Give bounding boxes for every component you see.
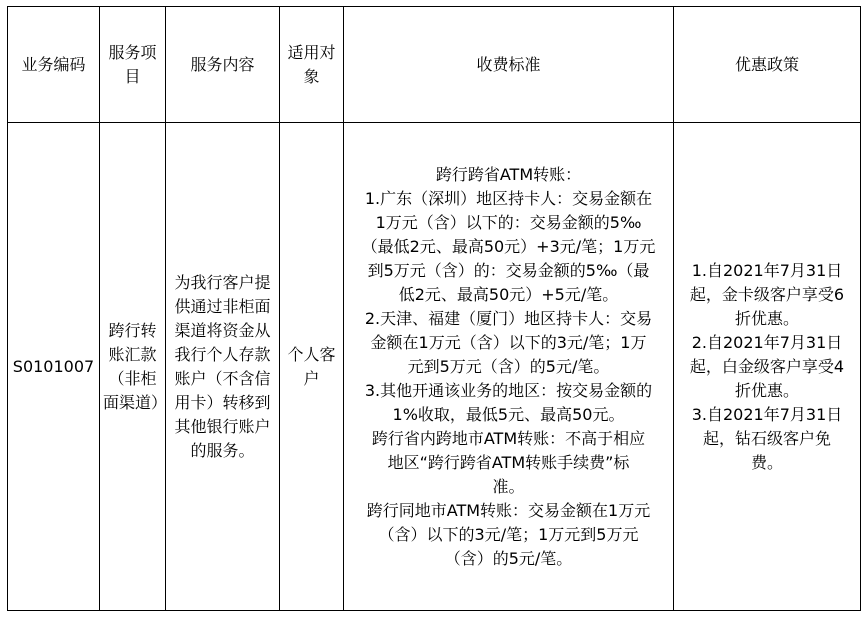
discount-line: 费。 [750,452,783,472]
header-fee: 收费标准 [344,7,674,123]
discount-line: 起，白金级客户享受4 [689,356,845,376]
discount-line: 2.自2021年7月31日 [691,332,843,352]
cell-content: 为我行客户提供通过非柜面渠道将资金从我行个人存款账户（不含信用卡）转移到其他银行账户的服务。 [166,123,280,611]
fee-line: 元到5万元（含）的5元/笔。 [407,356,610,376]
cell-fee [344,123,674,611]
fee-line: 1.广东（深圳）地区持卡人：交易金额在 [364,188,653,208]
fee-line: 跨行省内跨地市ATM转账：不高于相应 [371,428,646,448]
fee-line: 地区“跨行跨省ATM转账手续费”标 [387,452,630,472]
header-row [8,7,861,123]
header-content: 服务内容 [166,7,280,123]
fee-line: 金额在1万元（含）以下的3元/笔；1万 [370,332,647,352]
discount-line: 折优惠。 [734,308,799,328]
fee-line: 1万元（含）以下的：交易金额的5‰ [375,212,642,232]
fee-line: （含）以下的3元/笔；1万元到5万元 [378,524,639,544]
fee-line: 低2元、最高50元）+5元/笔。 [398,284,619,304]
table-row [8,123,861,611]
discount-line: 1.自2021年7月31日 [691,260,843,280]
fee-line: 1%收取，最低5元、最高50元。 [392,404,625,424]
fee-line: 跨行跨省ATM转账： [435,164,582,184]
header-target: 适用对象 [280,7,344,123]
cell-discount [674,123,861,611]
discount-line: 起，金卡级客户享受6 [689,284,845,304]
header-code: 业务编码 [8,7,100,123]
header-item: 服务项目 [100,7,166,123]
discount-line: 起，钻石级客户免 [702,428,831,448]
discount-line: 折优惠。 [734,380,799,400]
fee-line: 准。 [492,476,525,496]
fee-line: 跨行同地市ATM转账：交易金额在1万元 [366,500,651,520]
cell-code: S0101007 [8,123,100,611]
fee-table [7,6,861,611]
discount-line: 3.自2021年7月31日 [691,404,843,424]
fee-line: （含）的5元/笔。 [444,548,573,568]
cell-item: 跨行转账汇款（非柜面渠道） [100,123,166,611]
fee-line: （最低2元、最高50元）+3元/笔；1万元 [361,236,656,256]
fee-line: 到5万元（含）的：交易金额的5‰（最 [367,260,650,280]
header-discount: 优惠政策 [674,7,861,123]
fee-line: 3.其他开通该业务的地区：按交易金额的 [364,380,653,400]
cell-target: 个人客户 [280,123,344,611]
fee-line: 2.天津、福建（厦门）地区持卡人：交易 [364,308,653,328]
